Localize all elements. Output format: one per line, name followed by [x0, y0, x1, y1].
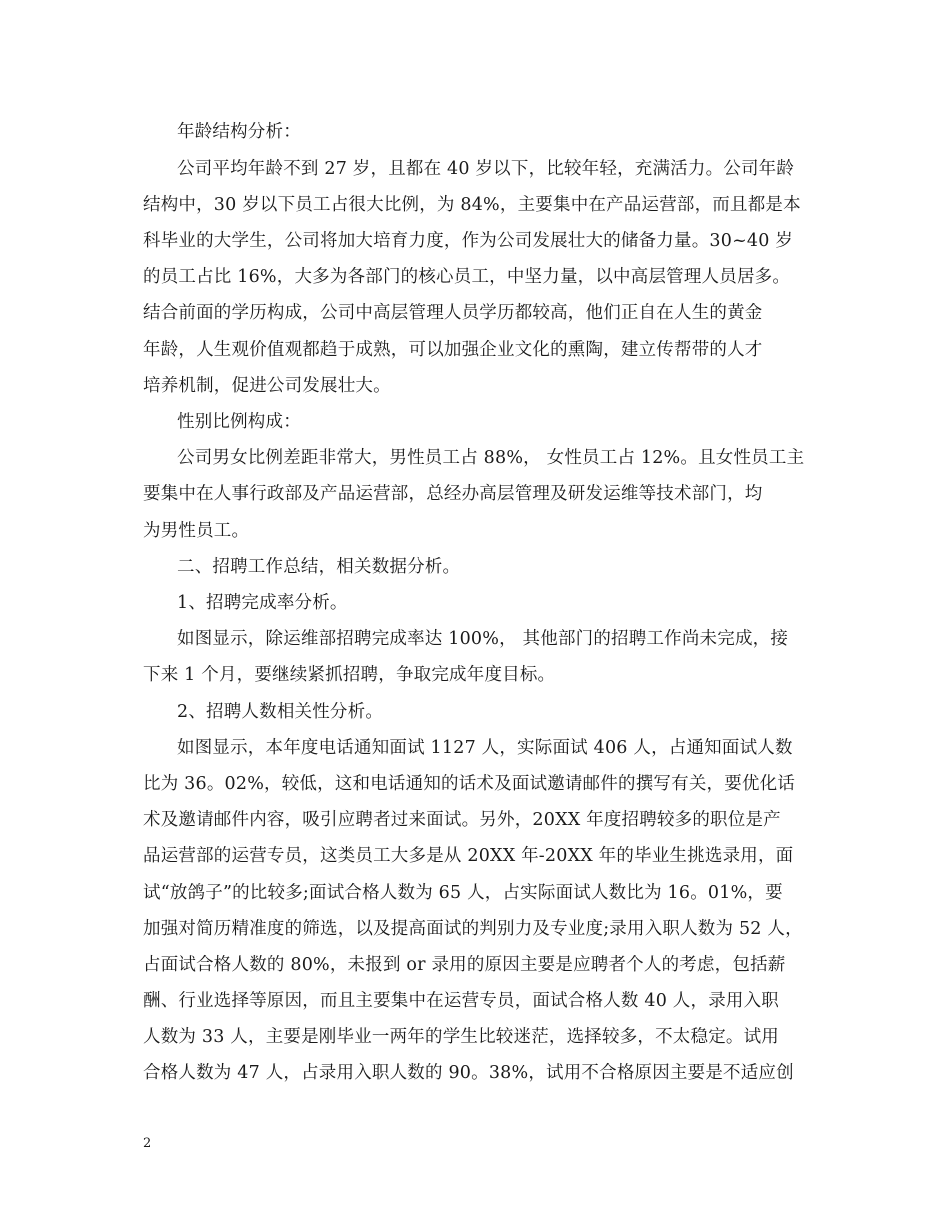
paragraph-line: 品运营部的运营专员，这类员工大多是从 20XX 年-20XX 年的毕业生挑选录用，面	[143, 846, 794, 866]
paragraph-line: 合格人数为 47 人，占录用入职人数的 90。38%，试用不合格原因主要是不适应创	[143, 1063, 794, 1083]
paragraph-line: 公司平均年龄不到 27 岁，且都在 40 岁以下，比较年轻，充满活力。公司年龄	[177, 159, 795, 179]
paragraph-line: 的员工占比 16%，大多为各部门的核心员工，中坚力量，以中高层管理人员居多。	[143, 267, 791, 287]
paragraph-line: 为男性员工。	[143, 521, 250, 541]
paragraph-line: 下来 1 个月，要继续紧抓招聘，争取完成年度目标。	[143, 665, 556, 685]
paragraph-line: 加强对简历精准度的筛选，以及提高面试的判别力及专业度;录用入职人数为 52 人，	[143, 919, 803, 939]
section-heading-recruitment-summary: 二、招聘工作总结，相关数据分析。	[177, 557, 461, 577]
paragraph-line: 酬、行业选择等原因，而且主要集中在运营专员，面试合格人数 40 人，录用入职	[143, 991, 779, 1011]
subheading-completion-rate: 1、招聘完成率分析。	[177, 593, 348, 613]
paragraph-line: 科毕业的大学生，公司将加大培育力度，作为公司发展壮大的储备力量。30~40 岁	[143, 231, 794, 251]
paragraph-line: 术及邀请邮件内容，吸引应聘者过来面试。另外，20XX 年度招聘较多的职位是产	[143, 810, 781, 830]
paragraph-line: 比为 36。02%，较低，这和电话通知的话术及面试邀请邮件的撰写有关，要优化话	[143, 774, 796, 794]
paragraph-line: 结构中，30 岁以下员工占很大比例，为 84%，主要集中在产品运营部，而且都是本	[143, 195, 801, 215]
heading-gender-ratio: 性别比例构成：	[177, 412, 301, 432]
paragraph-line: 培养机制，促进公司发展壮大。	[143, 376, 391, 396]
paragraph-line: 占面试合格人数的 80%，未报到 or 录用的原因主要是应聘者个人的考虑，包括薪	[143, 955, 786, 975]
paragraph-line: 要集中在人事行政部及产品运营部，总经办高层管理及研发运维等技术部门，均	[143, 484, 763, 504]
paragraph-line: 如图显示，除运维部招聘完成率达 100%， 其他部门的招聘工作尚未完成，接	[177, 629, 789, 649]
subheading-recruitment-correlation: 2、招聘人数相关性分析。	[177, 702, 384, 722]
paragraph-line: 人数为 33 人，主要是刚毕业一两年的学生比较迷茫，选择较多，不太稳定。试用	[143, 1027, 779, 1047]
heading-age-structure: 年龄结构分析：	[177, 122, 301, 142]
paragraph-line: 如图显示，本年度电话通知面试 1127 人，实际面试 406 人，占通知面试人数	[177, 738, 793, 758]
paragraph-line: 结合前面的学历构成，公司中高层管理人员学历都较高，他们正自在人生的黄金	[143, 303, 763, 323]
page-number: 2	[143, 1136, 152, 1151]
paragraph-line: 年龄，人生观价值观都趋于成熟，可以加强企业文化的熏陶，建立传帮带的人才	[143, 340, 763, 360]
paragraph-line: 公司男女比例差距非常大，男性员工占 88%， 女性员工占 12%。且女性员工主	[177, 448, 805, 468]
paragraph-line: 试“放鸽子”的比较多;面试合格人数为 65 人，占实际面试人数比为 16。01%，要	[143, 883, 783, 903]
